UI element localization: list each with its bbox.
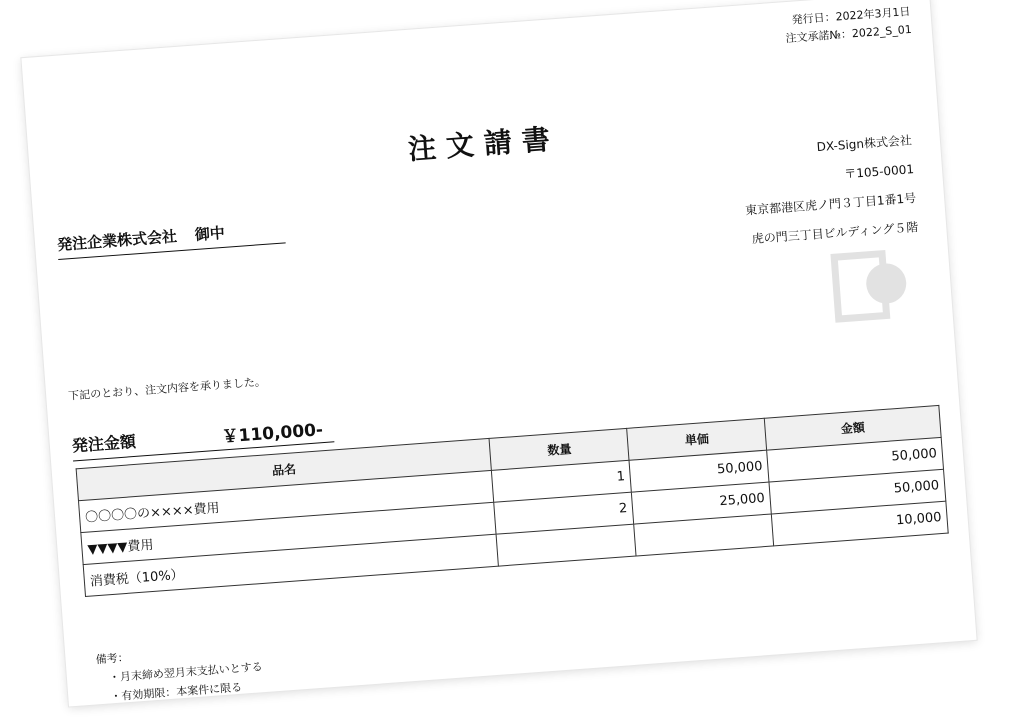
sender-company: DX-Sign株式会社 bbox=[816, 133, 913, 155]
header-item-name: 品名 bbox=[76, 438, 492, 500]
recipient-name: 発注企業株式会社 bbox=[56, 227, 178, 255]
recipient bbox=[56, 217, 285, 260]
sender-postal: 〒105-0001 bbox=[843, 162, 915, 182]
item-amount: 50,000 bbox=[769, 469, 946, 514]
total-amount: ￥110,000- bbox=[221, 420, 324, 448]
recipient-honorific: 御中 bbox=[194, 223, 226, 244]
issue-info bbox=[784, 3, 913, 48]
sender-address2: 虎の門三丁目ビルディング５階 bbox=[751, 219, 919, 247]
header-amount: 金額 bbox=[764, 405, 941, 450]
item-amount: 10,000 bbox=[771, 501, 948, 546]
sender-info bbox=[740, 126, 919, 254]
item-name: ▼▼▼▼費用 bbox=[81, 502, 497, 564]
item-quantity: 1 bbox=[492, 460, 632, 502]
item-quantity: 2 bbox=[494, 492, 634, 534]
order-number: 注文承諾№：2022_S_01 bbox=[785, 22, 913, 46]
item-name: 〇〇〇〇の××××費用 bbox=[78, 470, 494, 532]
document-title: 注文請書 bbox=[406, 122, 561, 167]
company-seal-icon bbox=[828, 244, 914, 330]
item-unit-price: 50,000 bbox=[629, 450, 769, 492]
notes-heading: 備考： bbox=[95, 650, 130, 667]
item-amount: 50,000 bbox=[767, 437, 944, 482]
document-page bbox=[21, 0, 976, 706]
header-unit-price: 単価 bbox=[627, 418, 767, 460]
item-unit-price: 25,000 bbox=[632, 482, 772, 524]
greeting-text: 下記のとおり、注文内容を承りました。 bbox=[67, 375, 267, 403]
issue-date: 発行日：2022年3月1日 bbox=[791, 4, 911, 27]
total-label: 発注金額 bbox=[71, 431, 137, 456]
header-quantity: 数量 bbox=[489, 428, 629, 470]
note-item: ・月末締め翌月末支払いとする bbox=[108, 660, 264, 685]
note-item: ・有効期限：本案件に限る bbox=[109, 680, 243, 704]
notes bbox=[95, 638, 265, 707]
item-name: 消費税（10%） bbox=[83, 534, 499, 596]
sender-address1: 東京都港区虎ノ門３丁目1番1号 bbox=[744, 191, 917, 218]
